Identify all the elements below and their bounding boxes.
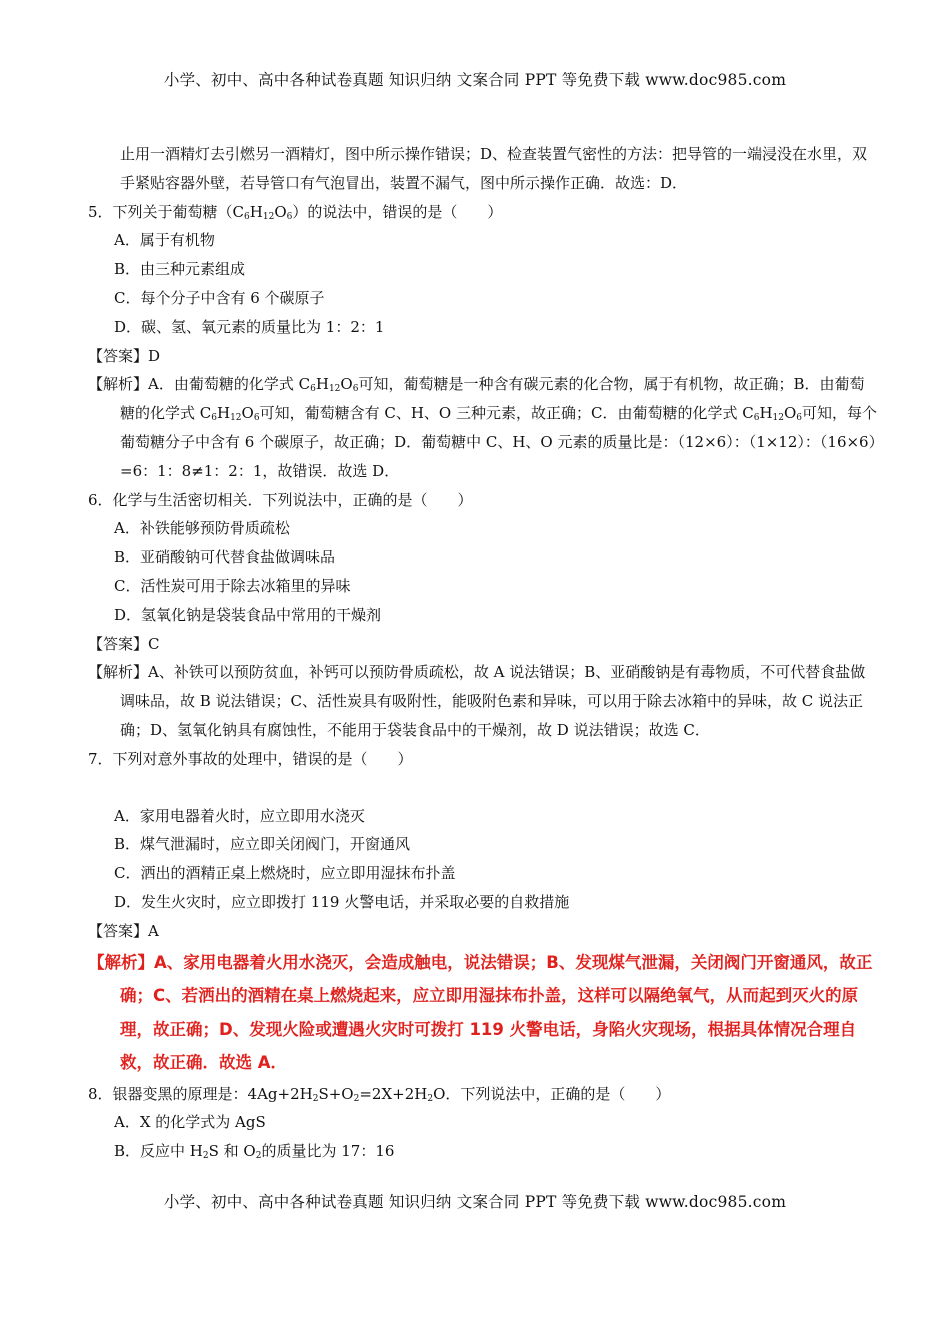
page-footer: 小学、初中、高中各种试卷真题 知识归纳 文案合同 PPT 等免费下载 www.doc985.com xyxy=(163,1193,787,1211)
question-7-option-b: B．煤气泄漏时，应立即关闭阀门，开窗通风 xyxy=(114,835,411,854)
question-7-option-c: C．洒出的酒精正桌上燃烧时，应立即用湿抹布扑盖 xyxy=(114,864,456,883)
question-6-option-a: A．补铁能够预防骨质疏松 xyxy=(114,519,290,538)
question-8-option-a: A．X 的化学式为 AgS xyxy=(114,1113,266,1132)
question-7-option-a: A．家用电器着火时，应立即用水浇灭 xyxy=(114,806,365,825)
previous-analysis-continuation: 止用一酒精灯去引燃另一酒精灯，图中所示操作错误；D、检查装置气密性的方法：把导管的一端浸没在水里，双手紧贴容器外壁，若导管口有气泡冒出，装置不漏气，图中所示操作正确．故选：D． xyxy=(120,145,868,192)
question-5-stem: 5．下列关于葡萄糖$(C_6H_{12}O_6)$的说法中，错误的是（ ） xyxy=(88,202,503,222)
question-5-option-b: B．由三种元素组成 xyxy=(114,260,246,279)
question-5-answer: 【答案】D xyxy=(88,346,161,365)
question-5-option-d: D．碳、氢、氧元素的质量比为 1：2：1 xyxy=(114,317,385,336)
document-body xyxy=(88,140,878,1166)
question-6-option-c: C．活性炭可用于除去冰箱里的异味 xyxy=(114,576,351,595)
question-6-answer: 【答案】C xyxy=(88,634,160,653)
question-7-analysis: 【解析】A、家用电器着火用水浇灭，会造成触电，说法错误；B、发现煤气泄漏，关闭阀门开窗通风，故正确；C、若洒出的酒精在桌上燃烧起来，应立即用湿抹布扑盖，这样可以隔绝氧气，从而起到灭火的原理，故正确；D、发现火险或遭遇火灾时可拨打 119 火警电话，身陷火灾现场，根据具体情况合理自救，故正确．故选 A． xyxy=(88,952,873,1073)
question-6-analysis: 【解析】A、补铁可以预防贫血，补钙可以预防骨质疏松，故 A 说法错误；B、亚硝酸钠是有毒物质，不可代替食盐做调味品，故 B 说法错误；C、活性炭具有吸附性，能吸附色素和异味，可以用于除去冰箱中的异味，故 C 说法正确；D、氢氧化钠具有腐蚀性，不能用于袋装食品中的干燥剂，故 D 说法错误；故选 C． xyxy=(88,663,866,739)
question-6-option-d: D．氢氧化钠是袋装食品中常用的干燥剂 xyxy=(114,605,382,624)
question-6-stem: 6．化学与生活密切相关．下列说法中，正确的是（ ） xyxy=(88,490,473,509)
question-7-option-d: D．发生火灾时，应立即拨打 119 火警电话，并采取必要的自救措施 xyxy=(114,892,570,911)
blank-line xyxy=(88,774,878,802)
question-7-answer: 【答案】A xyxy=(88,921,159,940)
question-5-option-c: C．每个分子中含有 6 个碳原子 xyxy=(114,288,325,307)
question-5-option-a: A．属于有机物 xyxy=(114,231,215,250)
question-6-option-b: B．亚硝酸钠可代替食盐做调味品 xyxy=(114,548,336,567)
page-header: 小学、初中、高中各种试卷真题 知识归纳 文案合同 PPT 等免费下载 www.doc985.com xyxy=(163,71,787,89)
question-5-analysis: 【解析】A．由葡萄糖的化学式 $C_6H_{12}O_6$可知，葡萄糖是一种含有碳元素的化合物，属于有机物，故正确；B．由葡萄糖的化学式 $C_6H_{12}O_6$可知，葡萄糖含有 C、H、O 三种元素，故正确；C．由葡萄糖的化学式 $C_6H_{12}O_6$可知，每个葡萄糖分子中含有 6 个碳原子，故正确；D．葡萄糖中 C、H、O 元素的质量比是：（12×6）：（1×12）：（16×6）=6：1：8≠1：2：1，故错误．故选 D． xyxy=(88,375,878,480)
question-8-stem: 8．银器变黑的原理是：$4Ag+2H_2S+O_2=2X+2H_2O$．下列说法中，正确的是（ ） xyxy=(88,1084,671,1104)
question-8-option-b: B．反应中 $H_2S$ 和 $O_2$的质量比为 17：16 xyxy=(114,1142,395,1162)
question-7-stem: 7．下列对意外事故的处理中，错误的是（ ） xyxy=(88,749,413,768)
